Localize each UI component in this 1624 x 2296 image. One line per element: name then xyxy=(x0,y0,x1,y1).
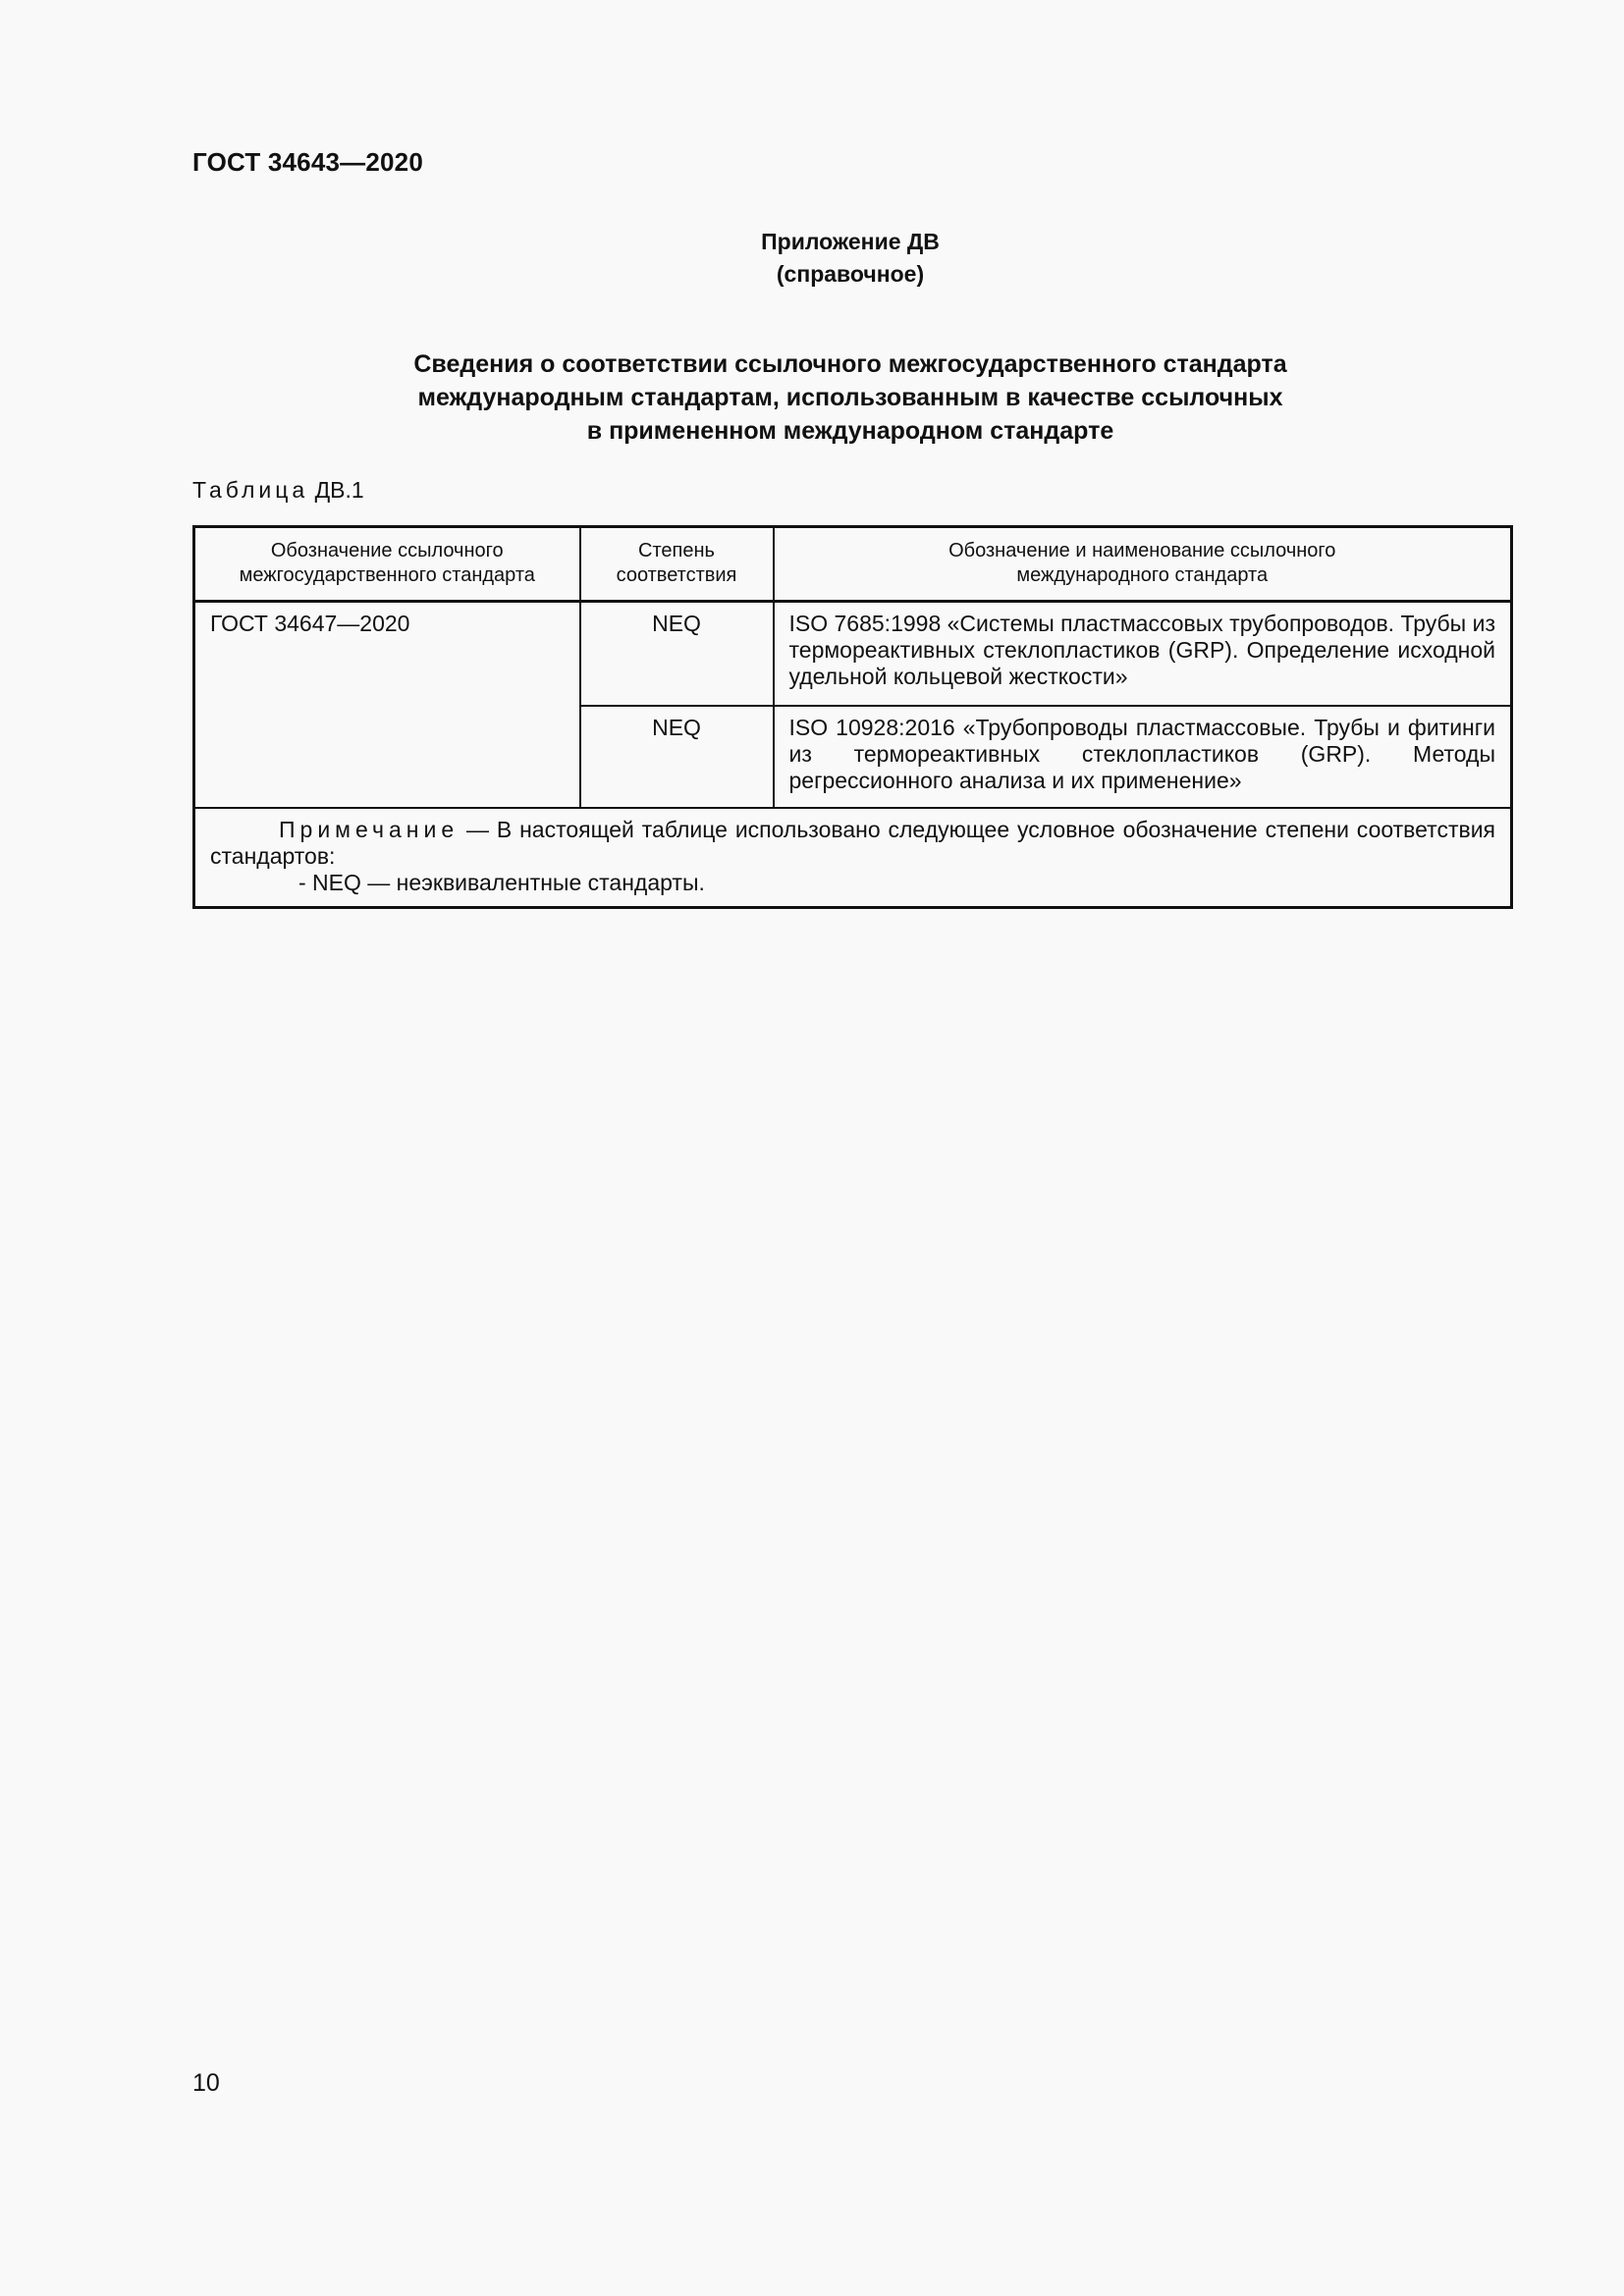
note-item: - NEQ — неэквивалентные стандарты. xyxy=(298,869,705,895)
document-code: ГОСТ 34643—2020 xyxy=(192,147,423,177)
table-row xyxy=(194,602,1512,706)
header-text: соответствия xyxy=(616,564,737,586)
cell-international-standard: ISO 10928:2016 «Трубопроводы пластмассовые. Трубы и фитинги из термореактивных стеклопластиков (GRP). Методы регрессионного анализа и их применение» xyxy=(774,706,1512,808)
appendix-type: (справочное) xyxy=(776,261,925,287)
cell-degree: NEQ xyxy=(580,602,774,706)
section-title-line: международным стандартам, использованным в качестве ссылочных xyxy=(417,384,1283,411)
header-text: международного стандарта xyxy=(1016,564,1269,586)
header-text: Обозначение и наименование ссылочного xyxy=(948,540,1336,561)
section-title-line: в примененном международном стандарте xyxy=(586,417,1114,445)
table-header-row xyxy=(194,527,1512,602)
header-interstate-standard xyxy=(194,527,580,602)
table-note-row xyxy=(194,808,1512,908)
cell-interstate-standard: ГОСТ 34647—2020 xyxy=(194,602,580,808)
header-international-standard xyxy=(774,527,1512,602)
cell-international-standard: ISO 7685:1998 «Системы пластмассовых трубопроводов. Трубы из термореактивных стеклопластиков (GRP). Определение исходной удельной кольцевой жесткости» xyxy=(774,602,1512,706)
table-note xyxy=(194,808,1512,908)
header-text: Степень xyxy=(638,540,715,561)
table-caption-number: ДВ.1 xyxy=(314,477,364,503)
header-text: межгосударственного стандарта xyxy=(239,564,535,586)
section-title-line: Сведения о соответствии ссылочного межгосударственного стандарта xyxy=(413,350,1287,378)
appendix-heading xyxy=(0,226,1624,291)
cell-degree: NEQ xyxy=(580,706,774,808)
header-text: Обозначение ссылочного xyxy=(270,540,504,561)
note-text: — В настоящей таблице использовано следующее условное обозначение степени соответствия стандартов: xyxy=(210,816,1495,869)
reference-standards-table xyxy=(192,525,1513,909)
table-caption xyxy=(192,477,364,504)
appendix-title: Приложение ДВ xyxy=(761,229,940,254)
table-caption-word: Таблица xyxy=(192,477,309,503)
header-degree xyxy=(580,527,774,602)
section-title xyxy=(0,347,1624,448)
note-label: Примечание xyxy=(279,816,460,842)
page-number: 10 xyxy=(192,2069,220,2097)
